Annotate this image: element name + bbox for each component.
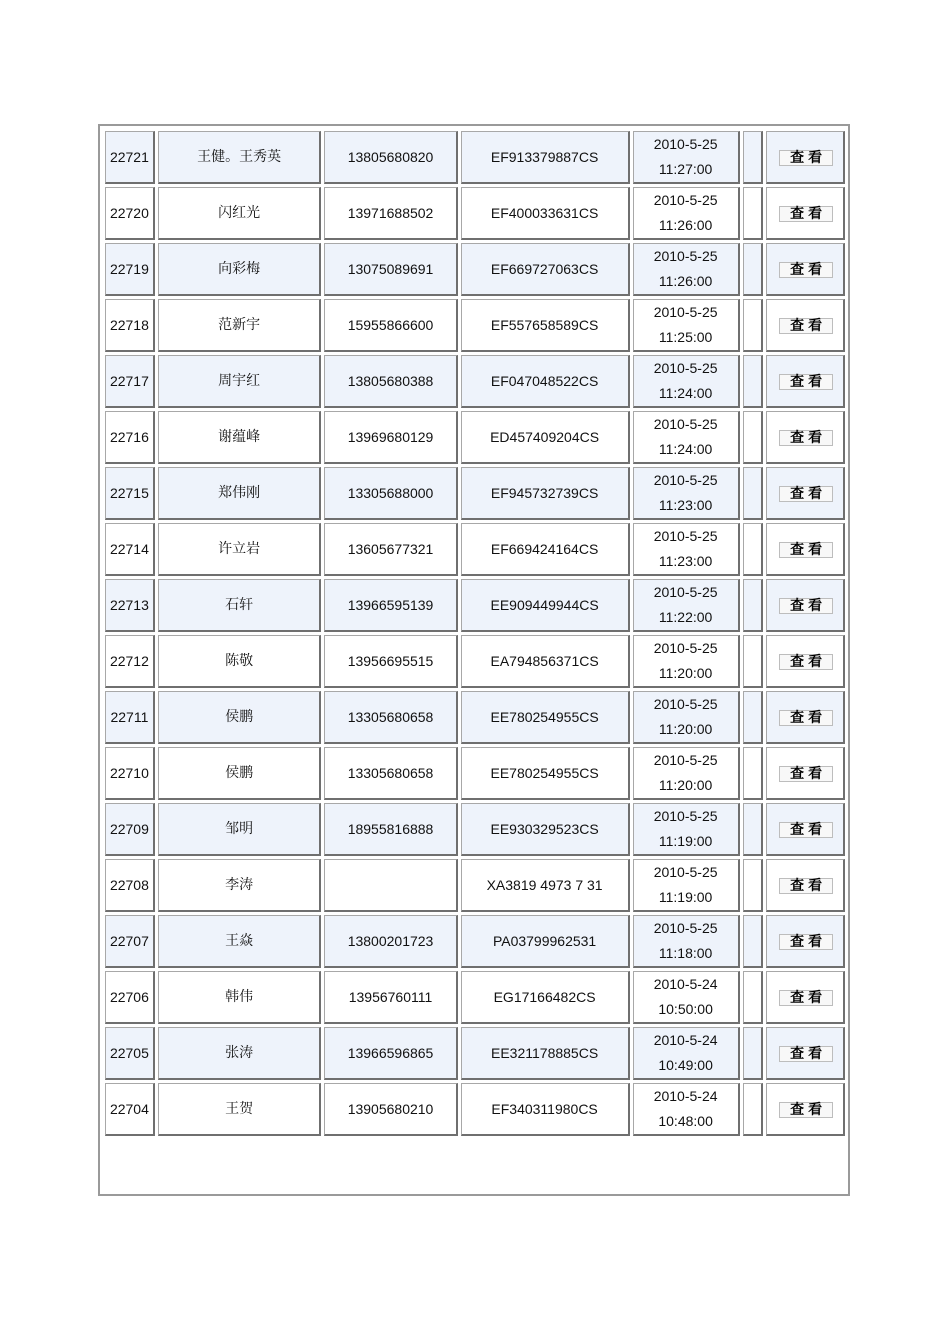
- customer-name: 韩伟: [158, 971, 322, 1024]
- timestamp-date: 2010-5-25: [653, 360, 718, 376]
- timestamp-cell: [633, 131, 740, 184]
- empty-cell: [743, 579, 764, 632]
- view-button[interactable]: 查看: [779, 934, 833, 950]
- action-cell: [766, 411, 845, 464]
- view-button[interactable]: 查看: [779, 430, 833, 446]
- records-table-body: [105, 131, 845, 1136]
- customer-name: 侯鹏: [158, 747, 322, 800]
- table-row: [105, 635, 845, 688]
- record-id: 22706: [105, 971, 155, 1024]
- timestamp-date: 2010-5-25: [653, 696, 718, 712]
- view-button[interactable]: 查看: [779, 990, 833, 1006]
- timestamp-time: 11:24:00: [658, 385, 713, 401]
- view-button[interactable]: 查看: [779, 878, 833, 894]
- customer-name: 邹明: [158, 803, 322, 856]
- record-id: 22718: [105, 299, 155, 352]
- tracking-number: EF669727063CS: [461, 243, 630, 296]
- phone-number: 13075089691: [324, 243, 457, 296]
- action-cell: [766, 523, 845, 576]
- table-row: [105, 579, 845, 632]
- table-row: [105, 747, 845, 800]
- record-id: 22709: [105, 803, 155, 856]
- timestamp-cell: [633, 299, 740, 352]
- timestamp-cell: [633, 859, 740, 912]
- table-row: [105, 299, 845, 352]
- phone-number: 13956695515: [324, 635, 457, 688]
- action-cell: [766, 971, 845, 1024]
- action-cell: [766, 243, 845, 296]
- timestamp-time: 11:25:00: [658, 329, 713, 345]
- record-id: 22720: [105, 187, 155, 240]
- record-id: 22719: [105, 243, 155, 296]
- customer-name: 许立岩: [158, 523, 322, 576]
- timestamp-time: 11:20:00: [658, 777, 713, 793]
- record-id: 22713: [105, 579, 155, 632]
- table-row: [105, 915, 845, 968]
- view-button[interactable]: 查看: [779, 598, 833, 614]
- record-id: 22712: [105, 635, 155, 688]
- timestamp-time: 11:18:00: [658, 945, 713, 961]
- timestamp-date: 2010-5-25: [653, 472, 718, 488]
- timestamp-cell: [633, 1027, 740, 1080]
- timestamp-time: 10:49:00: [658, 1057, 713, 1073]
- timestamp-date: 2010-5-25: [653, 808, 718, 824]
- table-row: [105, 859, 845, 912]
- empty-cell: [743, 243, 764, 296]
- phone-number: 18955816888: [324, 803, 457, 856]
- record-id: 22705: [105, 1027, 155, 1080]
- action-cell: [766, 803, 845, 856]
- timestamp-cell: [633, 635, 740, 688]
- timestamp-date: 2010-5-24: [653, 1032, 718, 1048]
- record-id: 22714: [105, 523, 155, 576]
- customer-name: 李涛: [158, 859, 322, 912]
- record-id: 22716: [105, 411, 155, 464]
- action-cell: [766, 747, 845, 800]
- record-id: 22710: [105, 747, 155, 800]
- phone-number: 13969680129: [324, 411, 457, 464]
- table-row: [105, 411, 845, 464]
- customer-name: 郑伟刚: [158, 467, 322, 520]
- empty-cell: [743, 691, 764, 744]
- tracking-number: EF945732739CS: [461, 467, 630, 520]
- timestamp-date: 2010-5-25: [653, 304, 718, 320]
- view-button[interactable]: 查看: [779, 374, 833, 390]
- customer-name: 王健。王秀英: [158, 131, 322, 184]
- action-cell: [766, 579, 845, 632]
- view-button[interactable]: 查看: [779, 654, 833, 670]
- customer-name: 向彩梅: [158, 243, 322, 296]
- record-id: 22707: [105, 915, 155, 968]
- table-row: [105, 243, 845, 296]
- action-cell: [766, 1083, 845, 1136]
- empty-cell: [743, 1027, 764, 1080]
- timestamp-time: 11:23:00: [658, 553, 713, 569]
- timestamp-date: 2010-5-25: [653, 136, 718, 152]
- timestamp-cell: [633, 691, 740, 744]
- timestamp-time: 11:26:00: [658, 273, 713, 289]
- view-button[interactable]: 查看: [779, 206, 833, 222]
- tracking-number: EE909449944CS: [461, 579, 630, 632]
- tracking-number: XA3819 4973 7 31: [461, 859, 630, 912]
- timestamp-time: 11:19:00: [658, 833, 713, 849]
- action-cell: [766, 467, 845, 520]
- tracking-number: ED457409204CS: [461, 411, 630, 464]
- timestamp-time: 10:48:00: [658, 1113, 713, 1129]
- phone-number: 13305680658: [324, 691, 457, 744]
- table-row: [105, 355, 845, 408]
- timestamp-date: 2010-5-25: [653, 248, 718, 264]
- action-cell: [766, 691, 845, 744]
- record-id: 22715: [105, 467, 155, 520]
- table-row: [105, 1083, 845, 1136]
- timestamp-date: 2010-5-24: [653, 976, 718, 992]
- customer-name: 周宇红: [158, 355, 322, 408]
- tracking-number: EF340311980CS: [461, 1083, 630, 1136]
- phone-number: [324, 859, 457, 912]
- empty-cell: [743, 523, 764, 576]
- customer-name: 石轩: [158, 579, 322, 632]
- timestamp-date: 2010-5-25: [653, 528, 718, 544]
- view-button[interactable]: 查看: [779, 318, 833, 334]
- view-button[interactable]: 查看: [779, 150, 833, 166]
- action-cell: [766, 355, 845, 408]
- view-button[interactable]: 查看: [779, 766, 833, 782]
- customer-name: 王焱: [158, 915, 322, 968]
- timestamp-time: 11:26:00: [658, 217, 713, 233]
- customer-name: 张涛: [158, 1027, 322, 1080]
- timestamp-cell: [633, 243, 740, 296]
- timestamp-date: 2010-5-25: [653, 584, 718, 600]
- tracking-number: EE930329523CS: [461, 803, 630, 856]
- empty-cell: [743, 803, 764, 856]
- phone-number: 13805680820: [324, 131, 457, 184]
- timestamp-cell: [633, 355, 740, 408]
- timestamp-cell: [633, 411, 740, 464]
- tracking-number: EF400033631CS: [461, 187, 630, 240]
- tracking-number: EG17166482CS: [461, 971, 630, 1024]
- view-button[interactable]: 查看: [779, 1102, 833, 1118]
- empty-cell: [743, 355, 764, 408]
- timestamp-time: 11:24:00: [658, 441, 713, 457]
- timestamp-time: 10:50:00: [658, 1001, 713, 1017]
- tracking-number: EF047048522CS: [461, 355, 630, 408]
- empty-cell: [743, 635, 764, 688]
- records-table-frame: [98, 124, 850, 1196]
- empty-cell: [743, 859, 764, 912]
- phone-number: 15955866600: [324, 299, 457, 352]
- timestamp-date: 2010-5-25: [653, 416, 718, 432]
- phone-number: 13305680658: [324, 747, 457, 800]
- record-id: 22711: [105, 691, 155, 744]
- action-cell: [766, 859, 845, 912]
- empty-cell: [743, 187, 764, 240]
- empty-cell: [743, 411, 764, 464]
- customer-name: 谢蕴峰: [158, 411, 322, 464]
- timestamp-cell: [633, 1083, 740, 1136]
- timestamp-time: 11:22:00: [658, 609, 713, 625]
- tracking-number: EE780254955CS: [461, 747, 630, 800]
- view-button[interactable]: 查看: [779, 262, 833, 278]
- timestamp-cell: [633, 467, 740, 520]
- view-button[interactable]: 查看: [779, 822, 833, 838]
- table-row: [105, 691, 845, 744]
- table-row: [105, 131, 845, 184]
- timestamp-date: 2010-5-25: [653, 640, 718, 656]
- table-row: [105, 1027, 845, 1080]
- phone-number: 13956760111: [324, 971, 457, 1024]
- action-cell: [766, 131, 845, 184]
- empty-cell: [743, 1083, 764, 1136]
- tracking-number: EE321178885CS: [461, 1027, 630, 1080]
- empty-cell: [743, 131, 764, 184]
- action-cell: [766, 915, 845, 968]
- tracking-number: EF669424164CS: [461, 523, 630, 576]
- record-id: 22721: [105, 131, 155, 184]
- customer-name: 陈敬: [158, 635, 322, 688]
- phone-number: 13800201723: [324, 915, 457, 968]
- table-row: [105, 467, 845, 520]
- record-id: 22708: [105, 859, 155, 912]
- phone-number: 13605677321: [324, 523, 457, 576]
- timestamp-date: 2010-5-25: [653, 920, 718, 936]
- customer-name: 闪红光: [158, 187, 322, 240]
- phone-number: 13971688502: [324, 187, 457, 240]
- action-cell: [766, 187, 845, 240]
- timestamp-date: 2010-5-25: [653, 752, 718, 768]
- timestamp-time: 11:20:00: [658, 665, 713, 681]
- timestamp-date: 2010-5-25: [653, 864, 718, 880]
- phone-number: 13966595139: [324, 579, 457, 632]
- empty-cell: [743, 299, 764, 352]
- empty-cell: [743, 747, 764, 800]
- empty-cell: [743, 467, 764, 520]
- timestamp-date: 2010-5-24: [653, 1088, 718, 1104]
- timestamp-cell: [633, 915, 740, 968]
- action-cell: [766, 635, 845, 688]
- empty-cell: [743, 915, 764, 968]
- timestamp-cell: [633, 803, 740, 856]
- view-button[interactable]: 查看: [779, 486, 833, 502]
- table-row: [105, 523, 845, 576]
- timestamp-time: 11:27:00: [658, 161, 713, 177]
- action-cell: [766, 1027, 845, 1080]
- tracking-number: EF557658589CS: [461, 299, 630, 352]
- timestamp-cell: [633, 579, 740, 632]
- record-id: 22704: [105, 1083, 155, 1136]
- customer-name: 王贺: [158, 1083, 322, 1136]
- customer-name: 范新宇: [158, 299, 322, 352]
- tracking-number: EA794856371CS: [461, 635, 630, 688]
- empty-cell: [743, 971, 764, 1024]
- records-table: [102, 128, 848, 1139]
- tracking-number: EF913379887CS: [461, 131, 630, 184]
- phone-number: 13305688000: [324, 467, 457, 520]
- table-row: [105, 971, 845, 1024]
- view-button[interactable]: 查看: [779, 542, 833, 558]
- phone-number: 13905680210: [324, 1083, 457, 1136]
- timestamp-time: 11:20:00: [658, 721, 713, 737]
- tracking-number: EE780254955CS: [461, 691, 630, 744]
- timestamp-cell: [633, 187, 740, 240]
- timestamp-date: 2010-5-25: [653, 192, 718, 208]
- timestamp-time: 11:19:00: [658, 889, 713, 905]
- timestamp-cell: [633, 747, 740, 800]
- record-id: 22717: [105, 355, 155, 408]
- view-button[interactable]: 查看: [779, 1046, 833, 1062]
- phone-number: 13805680388: [324, 355, 457, 408]
- phone-number: 13966596865: [324, 1027, 457, 1080]
- table-row: [105, 187, 845, 240]
- customer-name: 侯鹏: [158, 691, 322, 744]
- timestamp-cell: [633, 971, 740, 1024]
- timestamp-time: 11:23:00: [658, 497, 713, 513]
- timestamp-cell: [633, 523, 740, 576]
- tracking-number: PA03799962531: [461, 915, 630, 968]
- view-button[interactable]: 查看: [779, 710, 833, 726]
- action-cell: [766, 299, 845, 352]
- table-row: [105, 803, 845, 856]
